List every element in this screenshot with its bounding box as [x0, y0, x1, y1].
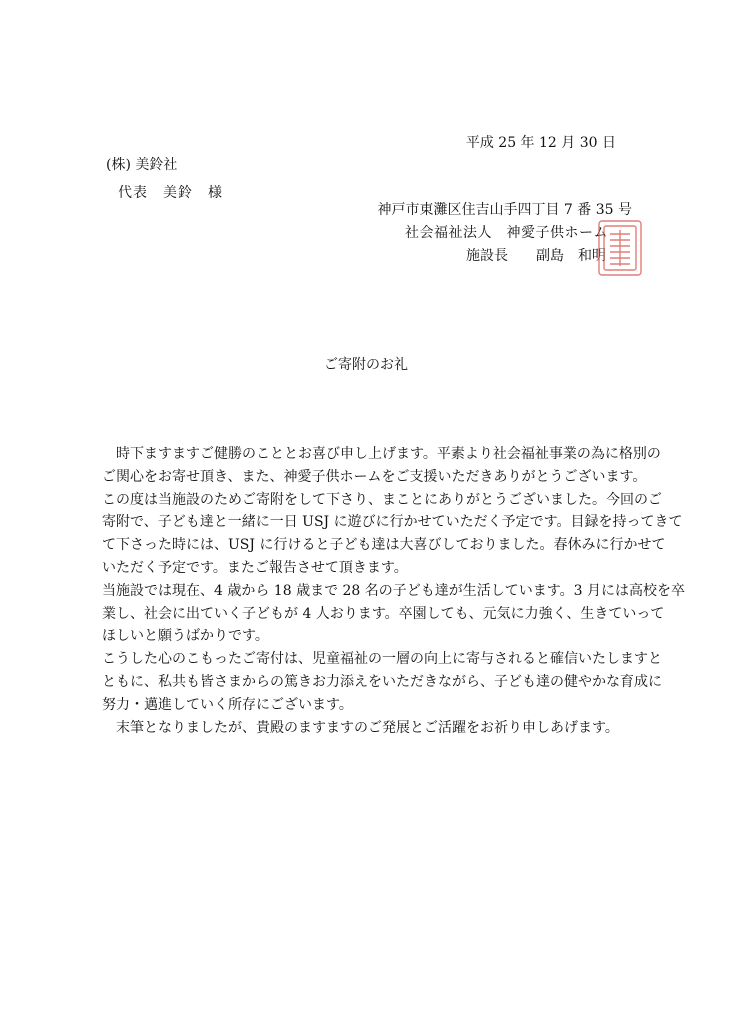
body-line: ともに、私共も皆さまからの篤きお力添えをいただきながら、子ども達の健やかな育成に — [102, 673, 662, 690]
letter-date: 平成 25 年 12 月 30 日 — [465, 135, 616, 151]
letter-title: ご寄附のお礼 — [324, 357, 408, 373]
body-line: 努力・邁進していく所存にございます。 — [102, 696, 353, 713]
body-line: 末筆となりましたが、貴殿のますますのご発展とご活躍をお祈り申しあげます。 — [116, 719, 619, 736]
body-line: 業し、社会に出ていく子どもが 4 人おります。卒園しても、元気に力強く、生きていって — [102, 605, 665, 622]
recipient-company: (株) 美鈴社 — [106, 157, 178, 173]
body-line: 寄附で、子ども達と一緒に一日 USJ に遊びに行かせていただく予定です。目録を持ってきて — [102, 514, 683, 531]
body-line: この度は当施設のためご寄附をして下さり、まことにありがとうございました。今回のご — [102, 491, 662, 508]
sender-title-name: 施設長 副島 和明 — [466, 248, 606, 264]
body-line: いただく予定です。またご報告させて頂きます。 — [102, 559, 408, 576]
sender-organization: 社会福祉法人 神愛子供ホーム — [405, 225, 608, 241]
seal-stamp-icon — [596, 218, 644, 278]
sender-address: 神戸市東灘区住吉山手四丁目 7 番 35 号 — [377, 202, 632, 218]
body-line: 時下ますますご健勝のこととお喜び申し上げます。平素より社会福祉事業の為に格別の — [116, 446, 661, 462]
recipient-name: 代表 美鈴 様 — [118, 185, 223, 201]
body-line: こうした心のこもったご寄付は、児童福祉の一層の向上に寄与されると確信いたしますと — [102, 651, 662, 668]
body-line: 当施設では現在、4 歳から 18 歳まで 28 名の子ども達が生活しています。3 月には高校を卒 — [102, 582, 686, 599]
body-line: ほしいと願うばかりです。 — [102, 628, 269, 645]
body-line: て下さった時には、USJ に行けると子ども達は大喜びしておりました。春休みに行かせて — [102, 537, 666, 554]
letter-body — [102, 443, 686, 739]
body-line: ご関心をお寄せ頂き、また、神愛子供ホームをご支援いただきありがとうございます。 — [102, 468, 647, 485]
